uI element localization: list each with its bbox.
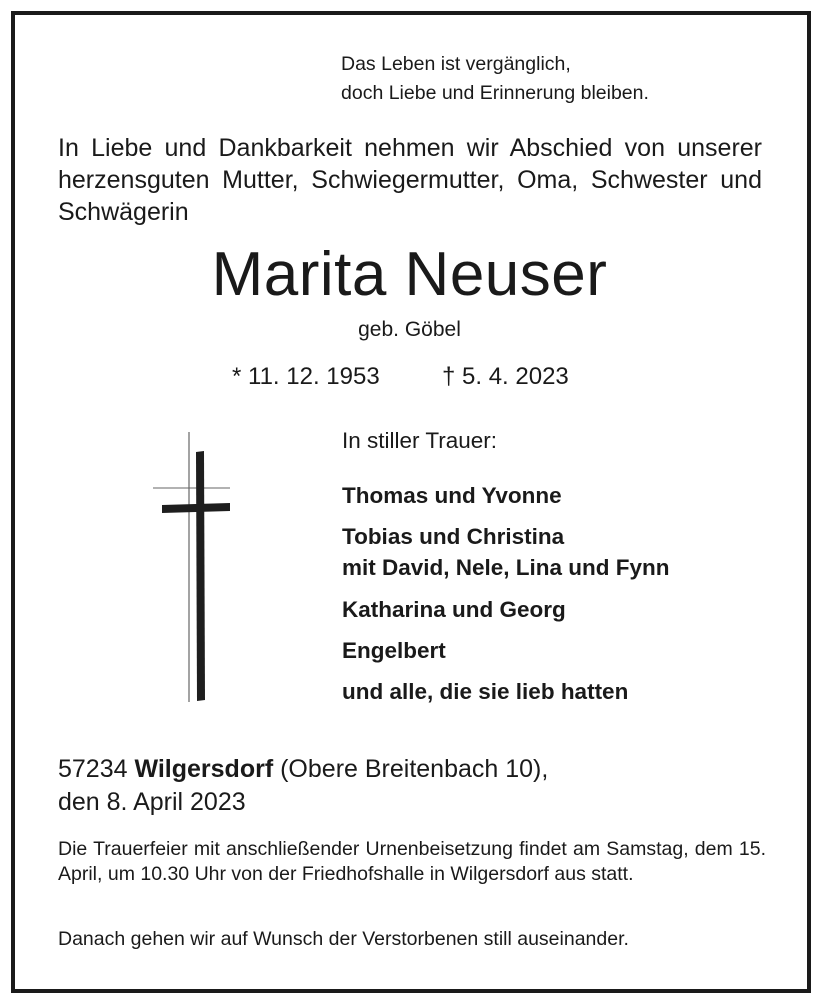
- quote-line-1: Das Leben ist vergänglich,: [341, 53, 571, 75]
- mourner-name: Katharina und Georg: [342, 597, 566, 622]
- birth-date: * 11. 12. 1953: [232, 363, 380, 390]
- ceremony-note: Danach gehen wir auf Wunsch der Verstorbenen still auseinander.: [58, 928, 629, 950]
- birth-name: geb. Göbel: [358, 318, 461, 341]
- mourner-name: Thomas und Yvonne: [342, 483, 562, 508]
- address-street: (Obere Breitenbach 10),: [280, 755, 549, 783]
- mourner-name: mit David, Nele, Lina und Fynn: [342, 555, 670, 580]
- death-date: † 5. 4. 2023: [442, 363, 569, 390]
- mourner-name: und alle, die sie lieb hatten: [342, 679, 629, 704]
- notice-date: den 8. April 2023: [58, 788, 246, 816]
- address-line: [58, 755, 548, 784]
- ceremony-info: Die Trauerfeier mit anschließender Urnenbeisetzung findet am Samstag, dem 15. April, um 10.30 Uhr von der Friedhofshalle in Wilgersdorf aus statt.: [58, 838, 766, 885]
- deceased-name: Marita Neuser: [211, 240, 608, 309]
- mourner-name: Engelbert: [342, 638, 446, 663]
- intro-text: In Liebe und Dankbarkeit nehmen wir Abschied von unserer herzensguten Mutter, Schwiegermutter, Oma, Schwester und Schwägerin: [58, 134, 762, 226]
- cross-icon: [150, 430, 240, 705]
- address-town: Wilgersdorf: [134, 755, 274, 783]
- quote-line-2: doch Liebe und Erinnerung bleiben.: [341, 82, 649, 104]
- mourning-heading: In stiller Trauer:: [342, 428, 498, 453]
- address-zip: 57234: [58, 755, 128, 783]
- mourner-name: Tobias und Christina: [342, 524, 565, 549]
